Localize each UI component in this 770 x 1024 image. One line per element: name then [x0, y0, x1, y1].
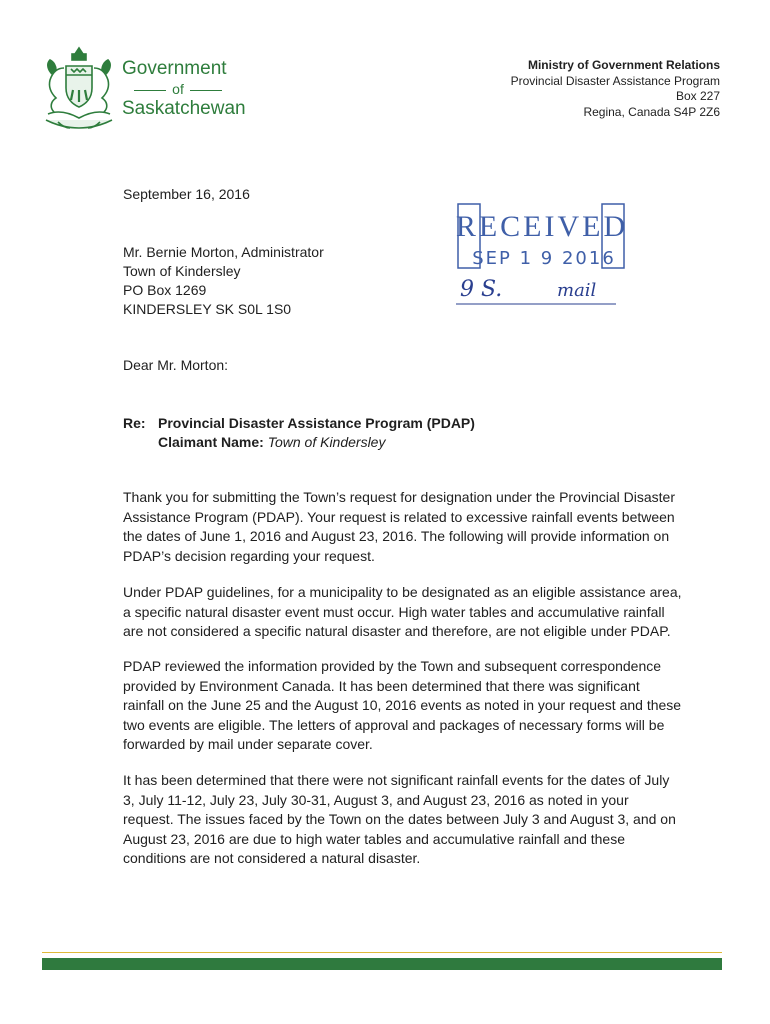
- gov-name-of: of: [122, 80, 234, 98]
- recipient-address: [123, 243, 324, 319]
- coat-of-arms-icon: [38, 44, 120, 134]
- address-line: Mr. Bernie Morton, Administrator: [123, 244, 324, 260]
- ministry-name: Ministry of Government Relations: [527, 58, 720, 72]
- stamp-note-left: 9 S.: [460, 277, 503, 302]
- stamp-note-right: mail: [557, 280, 597, 301]
- body-paragraph: Under PDAP guidelines, for a municipality to be designated as an eligible assistance area, a specific natural disaster event must occur. High water tables and accumulative rainfall are not considered a specific natural disaster and therefore, are not eligible under PDAP.: [123, 584, 682, 639]
- claimant-name: Town of Kindersley: [267, 434, 386, 450]
- subject-block: [123, 414, 475, 452]
- stamp-word: RECEIVED: [455, 210, 629, 243]
- gov-name-line1: Government: [122, 58, 227, 79]
- gov-name-line3: Saskatchewan: [122, 98, 246, 119]
- footer-green-bar: [42, 958, 722, 970]
- program-name: Provincial Disaster Assistance Program: [510, 73, 720, 88]
- ministry-box: Box 227: [675, 89, 720, 103]
- ministry-city: Regina, Canada S4P 2Z6: [583, 104, 720, 119]
- body-paragraph: Thank you for submitting the Town’s request for designation under the Provincial Disaster Assistance Program (PDAP). Your request is related to excessive rainfall events between the dates of June 1, 2016 and August 23, 2016. The following will provide information on PDAP’s decision regarding your request.: [123, 489, 676, 564]
- received-stamp: [452, 196, 632, 316]
- address-line: PO Box 1269: [123, 282, 207, 298]
- body-paragraph: It has been determined that there were not significant rainfall events for the dates of July 3, July 11-12, July 23, July 30-31, August 3, and August 23, 2016 as noted in your request. The issues faced by the Town on the dates between July 3 and August 3, and on August 23, 2016 are due to high water tables and accumulative rainfall and these conditions are not considered a natural disaster.: [123, 772, 676, 866]
- re-label: Re:: [123, 415, 146, 431]
- footer-gold-rule: [42, 952, 722, 953]
- government-wordmark: [122, 58, 246, 120]
- salutation: Dear Mr. Morton:: [123, 357, 229, 373]
- ministry-address: [511, 58, 720, 120]
- address-line: KINDERSLEY SK S0L 1S0: [123, 301, 292, 317]
- address-line: Town of Kindersley: [123, 263, 241, 279]
- stamp-date: SEP 1 9 2016: [472, 248, 616, 269]
- re-subject: Provincial Disaster Assistance Program (PDAP): [158, 415, 475, 431]
- body-paragraph: PDAP reviewed the information provided by the Town and subsequent correspondence provided by Environment Canada. It has been determined that there was significant rainfall on the June 25 and the August 10, 2016 events as noted in your request and these two events are eligible. The letters of approval and packages of necessary forms will be forwarded by mail under separate cover.: [123, 658, 682, 752]
- claimant-label: Claimant Name:: [158, 434, 264, 450]
- letter-date: September 16, 2016: [123, 186, 250, 202]
